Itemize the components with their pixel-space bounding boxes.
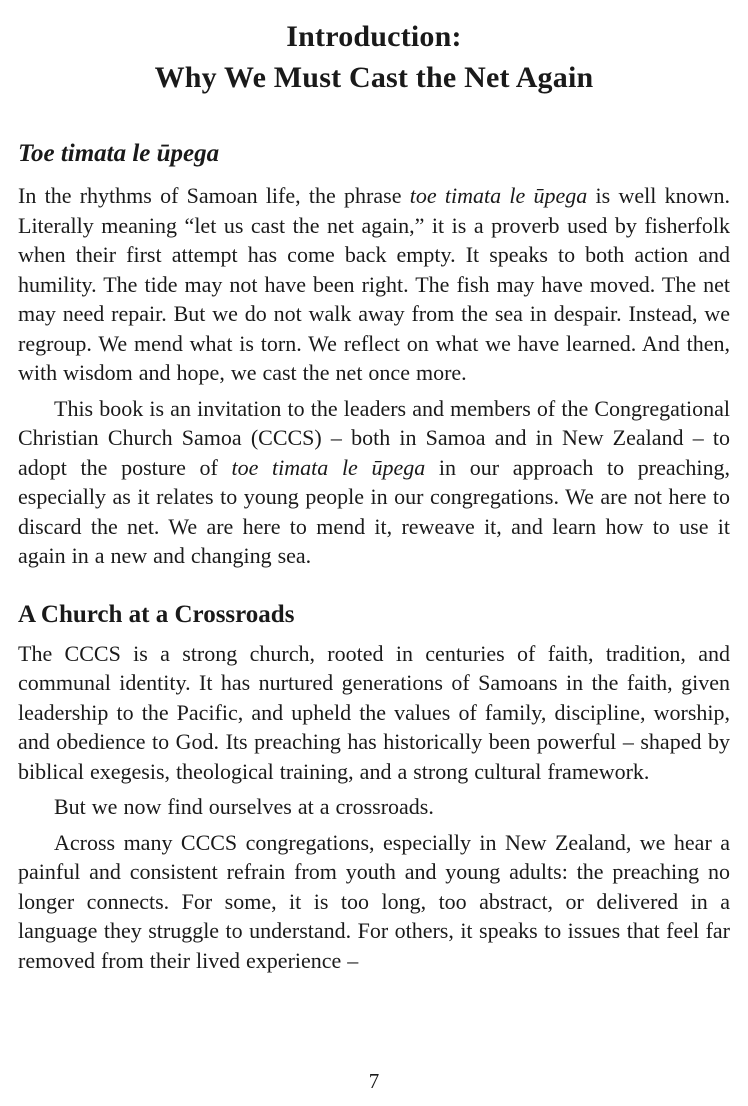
title-line-2: Why We Must Cast the Net Again — [154, 61, 594, 94]
section-heading-toe-timata-le-upega: Toe timata le ūpega — [18, 140, 220, 167]
text-run: In the rhythms of Samoan life, the phrase — [18, 183, 410, 208]
paragraph-this-book-invitation — [18, 394, 730, 571]
page-number: 7 — [368, 1069, 380, 1093]
page-title — [18, 16, 730, 98]
italic-phrase: toe timata le ūpega — [409, 183, 588, 208]
text-run: is well known. Literally meaning “let us cast the net again,” it is a proverb used by fisherfolk when their first attempt has come back empty. It speaks to both action and humility. The tide may not have been right. The fish may have moved. The net may need repair. But we do not walk away from the sea in despair. Instead, we regroup. We mend what is torn. We reflect on what we have learned. And then, with wisdom and hope, we cast the net once more. — [18, 183, 730, 385]
text-run: The CCCS is a strong church, rooted in centuries of faith, tradition, and communal identity. It has nurtured generations of Samoans in the faith, given leadership to the Pacific, and upheld the values of family, discipline, worship, and obedience to God. Its preaching has historically been powerful – shaped by biblical exegesis, theological training, and a strong cultural framework. — [18, 640, 730, 784]
title-line-1: Introduction: — [286, 20, 462, 53]
text-run: Across many CCCS congregations, especially in New Zealand, we hear a painful and consistent refrain from youth and young adults: the preaching no longer connects. For some, it is too long, too abstract, or delivered in a language they struggle to understand. For others, it speaks to issues that feel far removed from their lived experience – — [18, 829, 730, 973]
paragraph-across-congregations — [18, 828, 730, 976]
paragraph-crossroads — [18, 792, 730, 822]
text-run: in our approach to preaching, especially as it relates to young people in our congregations. We are not here to discard the net. We are here to mend it, reweave it, and learn how to use it again in a new and changing sea. — [18, 454, 730, 568]
italic-phrase: toe timata le ūpega — [231, 454, 426, 480]
text-run: This book is an invitation to the leaders and members of the Congregational Christian Church Samoa (CCCS) – both in Samoa and in New Zealand – to adopt the posture of — [18, 395, 730, 480]
text-run: But we now find ourselves at a crossroads. — [54, 794, 434, 819]
paragraph-rhythms-of-samoan-life — [18, 181, 730, 388]
paragraph-cccs-strong-church — [18, 639, 730, 787]
section-heading-church-at-crossroads: A Church at a Crossroads — [18, 600, 295, 628]
